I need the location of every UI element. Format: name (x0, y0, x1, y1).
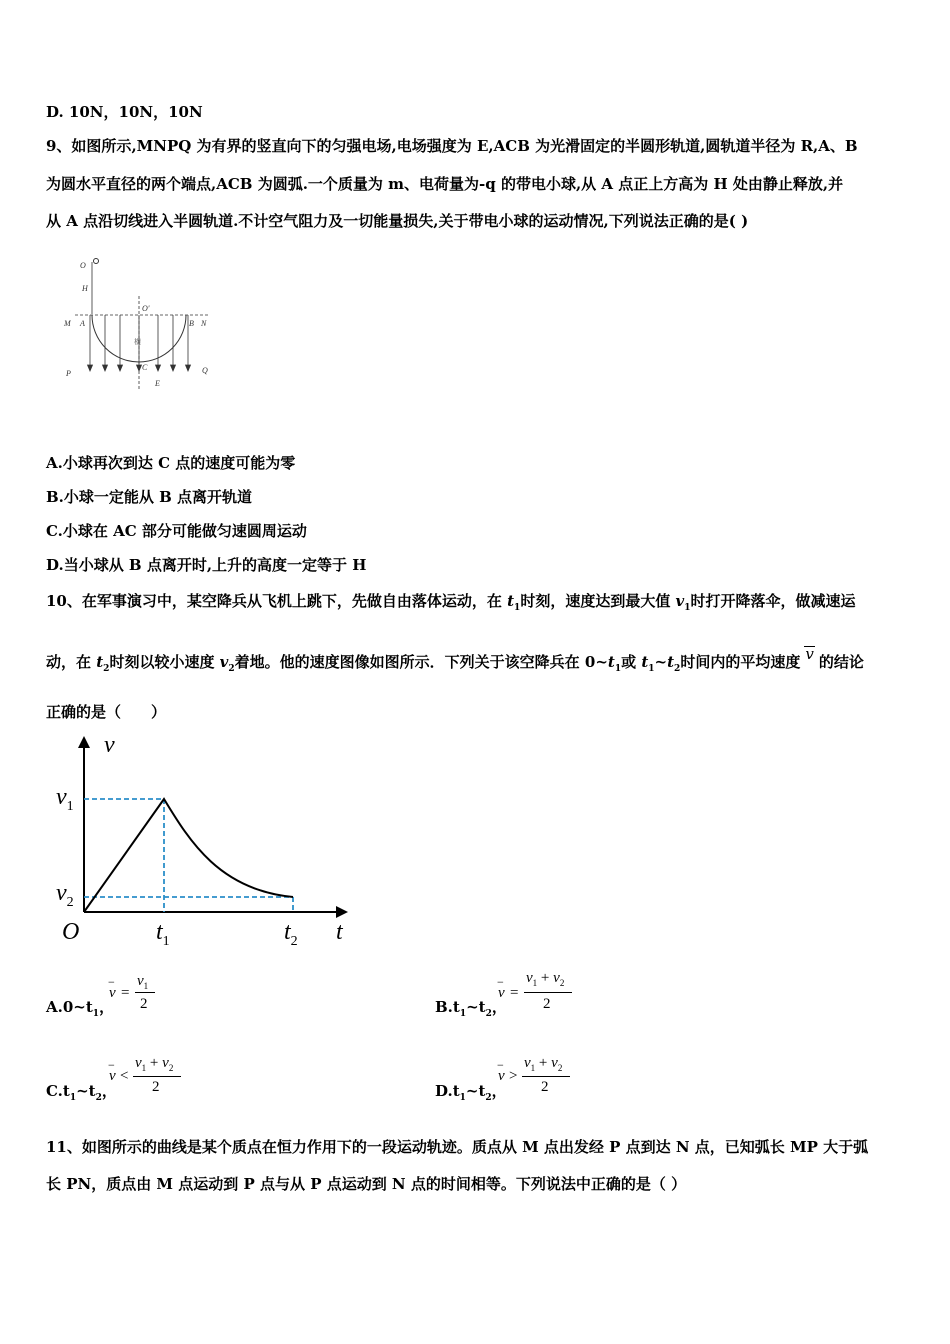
q9-field-arrows (88, 315, 191, 371)
q11-stem-line1: 11、如图所示的曲线是某个质点在恒力作用下的一段运动轨迹。质点从 M 点出发经 P 点到达 N 点，已知弧长 MP 大于弧 (46, 1138, 869, 1156)
q10-graph-origin: O (62, 919, 80, 945)
q9-label-q: Q (202, 366, 208, 375)
q9-label-m: M (64, 319, 71, 328)
q9-stem-line1: 9、如图所示,MNPQ 为有界的竖直向下的匀强电场,电场强度为 E,ACB 为光滑固定的半圆形轨道,圆轨道半径为 R,A、B (46, 137, 858, 155)
q9-label-oprime: O' (142, 304, 150, 313)
q9-label-b: B (189, 319, 194, 328)
q9-label-p: P (66, 369, 71, 378)
q9-figure (60, 252, 225, 394)
q10-velocity-curve (84, 799, 293, 912)
q10-stem-line3: 正确的是（ ） (46, 703, 167, 721)
q9-stem-line2: 为圆水平直径的两个端点,ACB 为圆弧.一个质量为 m、电荷量为-q 的带电小球,从 A 点正上方高为 H 处由静止释放,并 (46, 175, 844, 193)
q10-stem-line2: 动，在 $t_2$时刻以较小速度 $v_2$着地。他的速度图像如图所示．下列关于该空降兵在 $0\sim t_1$或 $t_1\sim t_2$时间内的平均速度 v 的结论 (46, 645, 864, 674)
q10-vt-graph (50, 732, 360, 952)
q9-option-b: B.小球一定能从 B 点离开轨道 (46, 488, 253, 506)
q11-stem-line2: 长 PN，质点由 M 点运动到 P 点与从 P 点运动到 N 点的时间相等。下列说法中正确的是（ ） (46, 1175, 687, 1193)
q9-label-n: N (201, 319, 207, 328)
q9-label-center: 横 (134, 338, 141, 346)
q10-vbar: v (805, 645, 814, 663)
q9-label-c: C (142, 363, 148, 372)
q9-option-a: A.小球再次到达 C 点的速度可能为零 (46, 454, 296, 472)
q9-stem-line3: 从 A 点沿切线进入半圆轨道.不计空气阻力及一切能量损失,关于带电小球的运动情况,下列说法正确的是( ) (46, 212, 749, 230)
q9-option-c: C.小球在 AC 部分可能做匀速圆周运动 (46, 522, 307, 540)
q10-graph-t-label: t (336, 919, 343, 945)
q10-graph-v1-label: $v_1$ (56, 784, 74, 814)
q10-stem-line1: 10、在军事演习中，某空降兵从飞机上跳下，先做自由落体运动，在 $t_1$时刻，速度达到最大值 $v_1$时打开降落伞，做减速运 (46, 592, 856, 613)
q9-ball (94, 259, 99, 264)
q10-graph-v2-label: $v_2$ (56, 880, 74, 910)
q10-graph-t1-label: $t_1$ (156, 919, 170, 949)
q9-label-e: E (155, 379, 160, 388)
q10-v-axis-arrow (78, 736, 90, 748)
q8-option-d: D. 10N，10N，10N (46, 103, 203, 121)
q10-graph-v-label: v (104, 732, 115, 758)
q10-graph-t2-label: $t_2$ (284, 919, 298, 949)
q9-option-d: D.当小球从 B 点离开时,上升的高度一定等于 H (46, 556, 367, 574)
q9-label-h: H (82, 284, 88, 293)
q10-t-axis-arrow (336, 906, 348, 918)
q9-label-a: A (80, 319, 85, 328)
q9-label-o: O (80, 261, 86, 270)
